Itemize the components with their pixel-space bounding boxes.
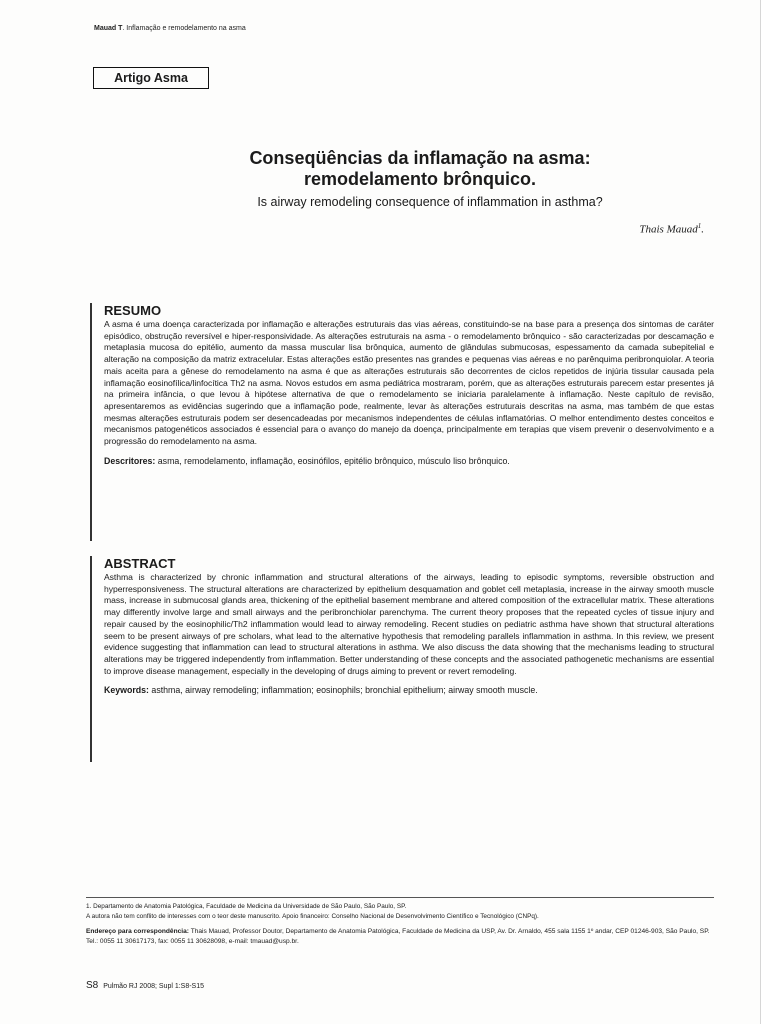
abstract-keywords-text: asthma, airway remodeling; inflammation; eosinophils; bronchial epithelium; airway smooth muscle.: [148, 685, 538, 696]
footnotes: [86, 897, 714, 947]
resumo-heading: RESUMO: [104, 303, 162, 318]
abstract-body: Asthma is characterized by chronic inflammation and structural alterations of the airways, leading to episodic symptoms, reversible obstruction and hyperresponsiveness. The structural alterations are characterized by epithelium desquamation and goblet cell metaplasia, increase in the airway smooth muscle mass, increase in submucosal glands area, thickening of the epithelial basement membrane and altered composition of the extracellular matrix. These alterations may differently involve large and small airways and the peribronchiolar parenchyma. The current theory proposes that the repeated cycles of tissue injury and repair caused by the eosinophilic/Th2 inflammation would lead to airway remodeling. Recent studies on pediatric asthma have shown that structural alterations seem to be present airways of pre scholars, what lead to the alternative hypothesis that remodeling parallels inflammation in asthma. In this review, we present evidence suggesting that inflammation can lead to structural alterations in asthma. We also discuss the data showing that the mechanisms leading to structural alterations may be triggered independently from inflammation. Better understanding of these concepts and the associated pathogenetic mechanisms are essential to improve disease management, especially in the developing of drugs aiming to prevent or revert remodeling.: [104, 572, 714, 676]
footnote-affiliation: 1. Departamento de Anatomia Patológica, Faculdade de Medicina da Universidade de São Paulo, São Paulo, SP.: [86, 903, 407, 910]
correspondence-label: Endereço para correspondência:: [86, 928, 189, 935]
author-affiliation-mark: 1: [697, 222, 702, 230]
article-title-line2: remodelamento brônquico.: [303, 169, 537, 189]
author-suffix: .: [701, 223, 704, 236]
abstract-keywords: [104, 684, 714, 696]
footnote-conflict: A autora não tem conflito de interesses com o teor deste manuscrito. Apoio financeiro: Conselho Nacional de Desenvolvimento Científico e Tecnológico (CNPq).: [86, 912, 539, 920]
article-title: [150, 148, 690, 190]
author-name: Thais Mauad: [639, 223, 698, 236]
page-footer: [86, 980, 204, 991]
correspondence-text: Thais Mauad, Professor Doutor, Departamento de Anatomia Patológica, Faculdade de Medicina da USP, Av. Dr. Arnaldo, 455 sala 1155 1º andar, CEP 01246-903, São Paulo, SP. Tel.: 0055 11 30617173, fax: 0055 11 30628098, e-mail: tmauad@usp.br.: [86, 928, 710, 945]
article-title-line1: Conseqüências da inflamação na asma:: [249, 148, 591, 168]
page-number: S8: [86, 980, 99, 991]
article-subtitle: Is airway remodeling consequence of inflammation in asthma?: [257, 195, 603, 209]
resumo-body: A asma é uma doença caracterizada por inflamação e alterações estruturais das vias aéreas, constituindo-se na base para a presença dos sintomas de caráter episódico, obstrução reversível e hiper-responsividade. As alterações estruturais na asma - o remodelamento brônquico - são caracterizadas por descamação e metaplasia mucosa do epitélio, aumento da massa muscular lisa brônquica, aumento de glândulas submucosas, espessamento da camada subepitelial e alteração na composição da matriz extracelular. Estas alterações estão presentes nas grandes e pequenas vias aéreas e no parênquima peribronquiolar. A teoria mais aceita para a gênese do remodelamento na asma é que as alterações estruturais são decorrentes de ciclos repetidos de injúria tissular causada pela inflamação eosinofílica/linfocítica Th2 na asma. Novos estudos em asma pediátrica mostraram, porém, que as alterações estruturais parecem estar presentes já na primeira infância, o que levou à hipótese alternativa de que o remodelamento se iniciaria paralelamente à inflamação. Neste capítulo de revisão, apresentaremos as evidências sugerindo que a inflamação pode, realmente, levar às alterações estruturais descritas na asma, mas também de que estas mesmas alterações estruturais podem ser desencadeadas por mecanismos independentes de células inflamatórias. O melhor entendimento destes conceitos e mecanismos patogenéticos associados é essencial para o avanço do manejo da doença, principalmente em terapias que visem prevenir o desenvolvimento e a progressão do remodelamento na asma.: [104, 319, 714, 447]
correspondence-address: [86, 927, 714, 947]
running-head-text: . Inflamação e remodelamento na asma: [122, 25, 246, 32]
resumo-section: [90, 303, 714, 541]
running-head-author: Mauad T: [94, 25, 123, 32]
abstract-keywords-label: Keywords:: [104, 685, 149, 696]
journal-citation: Pulmão RJ 2008; Supl 1:S8-S15: [103, 983, 205, 990]
abstract-heading: ABSTRACT: [104, 556, 176, 571]
resumo-keywords-label: Descritores:: [104, 455, 156, 466]
section-tag: Artigo Asma: [93, 67, 209, 89]
resumo-keywords-text: asma, remodelamento, inflamação, eosinófilos, epitélio brônquico, músculo liso brônquico.: [155, 455, 510, 466]
running-head: [94, 25, 246, 32]
author: [639, 222, 704, 236]
abstract-section: [90, 556, 714, 762]
resumo-keywords: [104, 455, 714, 467]
